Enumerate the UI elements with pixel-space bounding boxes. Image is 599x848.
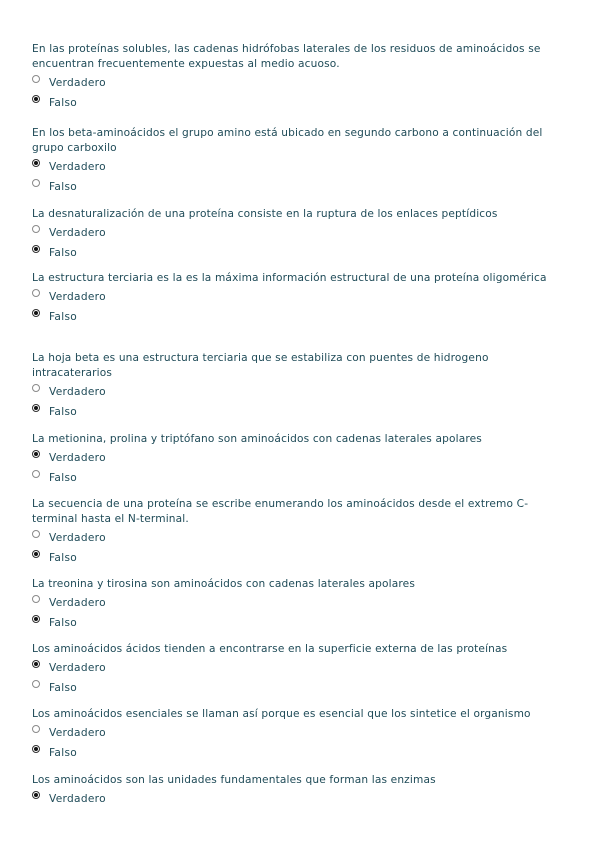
radio-button[interactable] [32, 384, 40, 392]
option-label: Falso [49, 471, 78, 484]
radio-button[interactable] [32, 309, 40, 317]
radio-button[interactable] [32, 159, 40, 167]
question-text: La treonina y tirosina son aminoácidos con cadenas laterales apolares [32, 578, 416, 590]
option-label: Falso [49, 310, 78, 323]
option-verdadero[interactable] [32, 72, 572, 92]
option-label: Verdadero [49, 532, 106, 544]
option-label: Verdadero [49, 161, 106, 173]
option-label: Falso [49, 180, 78, 193]
radio-button[interactable] [32, 660, 40, 668]
option-verdadero[interactable] [32, 722, 572, 742]
option-label: Verdadero [49, 727, 106, 739]
question-text: La hoja beta es una estructura terciaria que se estabiliza con puentes de hidrogeno intracaterarios [32, 352, 489, 379]
question [32, 351, 572, 420]
option-label: Falso [49, 681, 78, 694]
option-label: Verdadero [49, 386, 106, 398]
option-label: Verdadero [49, 452, 106, 464]
option-verdadero[interactable] [32, 222, 572, 242]
option-label: Verdadero [49, 227, 106, 239]
question-text: Los aminoácidos ácidos tienden a encontrarse en la superficie externa de las proteínas [32, 643, 508, 655]
question [32, 271, 572, 325]
radio-button[interactable] [32, 615, 40, 623]
question-text: En los beta-aminoácidos el grupo amino está ubicado en segundo carbono a continuación del grupo carboxilo [32, 127, 543, 154]
option-label: Falso [49, 746, 78, 759]
option-falso[interactable] [32, 677, 572, 697]
question [32, 497, 572, 566]
option-verdadero[interactable] [32, 592, 572, 612]
question-text: Los aminoácidos esenciales se llaman así porque es esencial que los sintetice el organismo [32, 708, 531, 720]
question [32, 773, 572, 808]
option-label: Falso [49, 405, 78, 418]
option-label: Verdadero [49, 291, 106, 303]
option-falso[interactable] [32, 401, 572, 421]
question-text: En las proteínas solubles, las cadenas hidrófobas laterales de los residuos de aminoácidos se encuentran frecuentemente expuestas al medio acuoso. [32, 43, 541, 70]
radio-button[interactable] [32, 75, 40, 83]
radio-button[interactable] [32, 550, 40, 558]
question-text: La desnaturalización de una proteína consiste en la ruptura de los enlaces peptídicos [32, 208, 498, 220]
option-verdadero[interactable] [32, 381, 572, 401]
option-verdadero[interactable] [32, 156, 572, 176]
radio-button[interactable] [32, 245, 40, 253]
option-falso[interactable] [32, 742, 572, 762]
question [32, 707, 572, 761]
option-label: Verdadero [49, 77, 106, 89]
radio-button[interactable] [32, 530, 40, 538]
question [32, 642, 572, 696]
option-label: Falso [49, 551, 78, 564]
question [32, 432, 572, 486]
radio-button[interactable] [32, 595, 40, 603]
radio-button[interactable] [32, 225, 40, 233]
option-falso[interactable] [32, 306, 572, 326]
radio-button[interactable] [32, 450, 40, 458]
radio-button[interactable] [32, 289, 40, 297]
question-text: La metionina, prolina y triptófano son aminoácidos con cadenas laterales apolares [32, 433, 482, 445]
option-falso[interactable] [32, 612, 572, 632]
option-falso[interactable] [32, 467, 572, 487]
question [32, 577, 572, 631]
option-falso[interactable] [32, 547, 572, 567]
option-label: Verdadero [49, 597, 106, 609]
option-verdadero[interactable] [32, 286, 572, 306]
option-label: Verdadero [49, 662, 106, 674]
radio-button[interactable] [32, 95, 40, 103]
radio-button[interactable] [32, 745, 40, 753]
option-verdadero[interactable] [32, 788, 572, 808]
option-label: Falso [49, 96, 78, 109]
option-falso[interactable] [32, 242, 572, 262]
question [32, 207, 572, 261]
option-label: Falso [49, 246, 78, 259]
radio-button[interactable] [32, 725, 40, 733]
radio-button[interactable] [32, 404, 40, 412]
option-verdadero[interactable] [32, 447, 572, 467]
option-verdadero[interactable] [32, 657, 572, 677]
radio-button[interactable] [32, 680, 40, 688]
option-label: Verdadero [49, 793, 106, 805]
question [32, 42, 572, 111]
option-falso[interactable] [32, 176, 572, 196]
question-text: Los aminoácidos son las unidades fundamentales que forman las enzimas [32, 774, 436, 786]
option-verdadero[interactable] [32, 527, 572, 547]
question-text: La estructura terciaria es la es la máxima información estructural de una proteína oligomérica [32, 272, 547, 284]
option-falso[interactable] [32, 92, 572, 112]
option-label: Falso [49, 616, 78, 629]
radio-button[interactable] [32, 470, 40, 478]
question [32, 126, 572, 195]
radio-button[interactable] [32, 791, 40, 799]
question-text: La secuencia de una proteína se escribe enumerando los aminoácidos desde el extremo C-terminal hasta el N-terminal. [32, 498, 529, 525]
radio-button[interactable] [32, 179, 40, 187]
